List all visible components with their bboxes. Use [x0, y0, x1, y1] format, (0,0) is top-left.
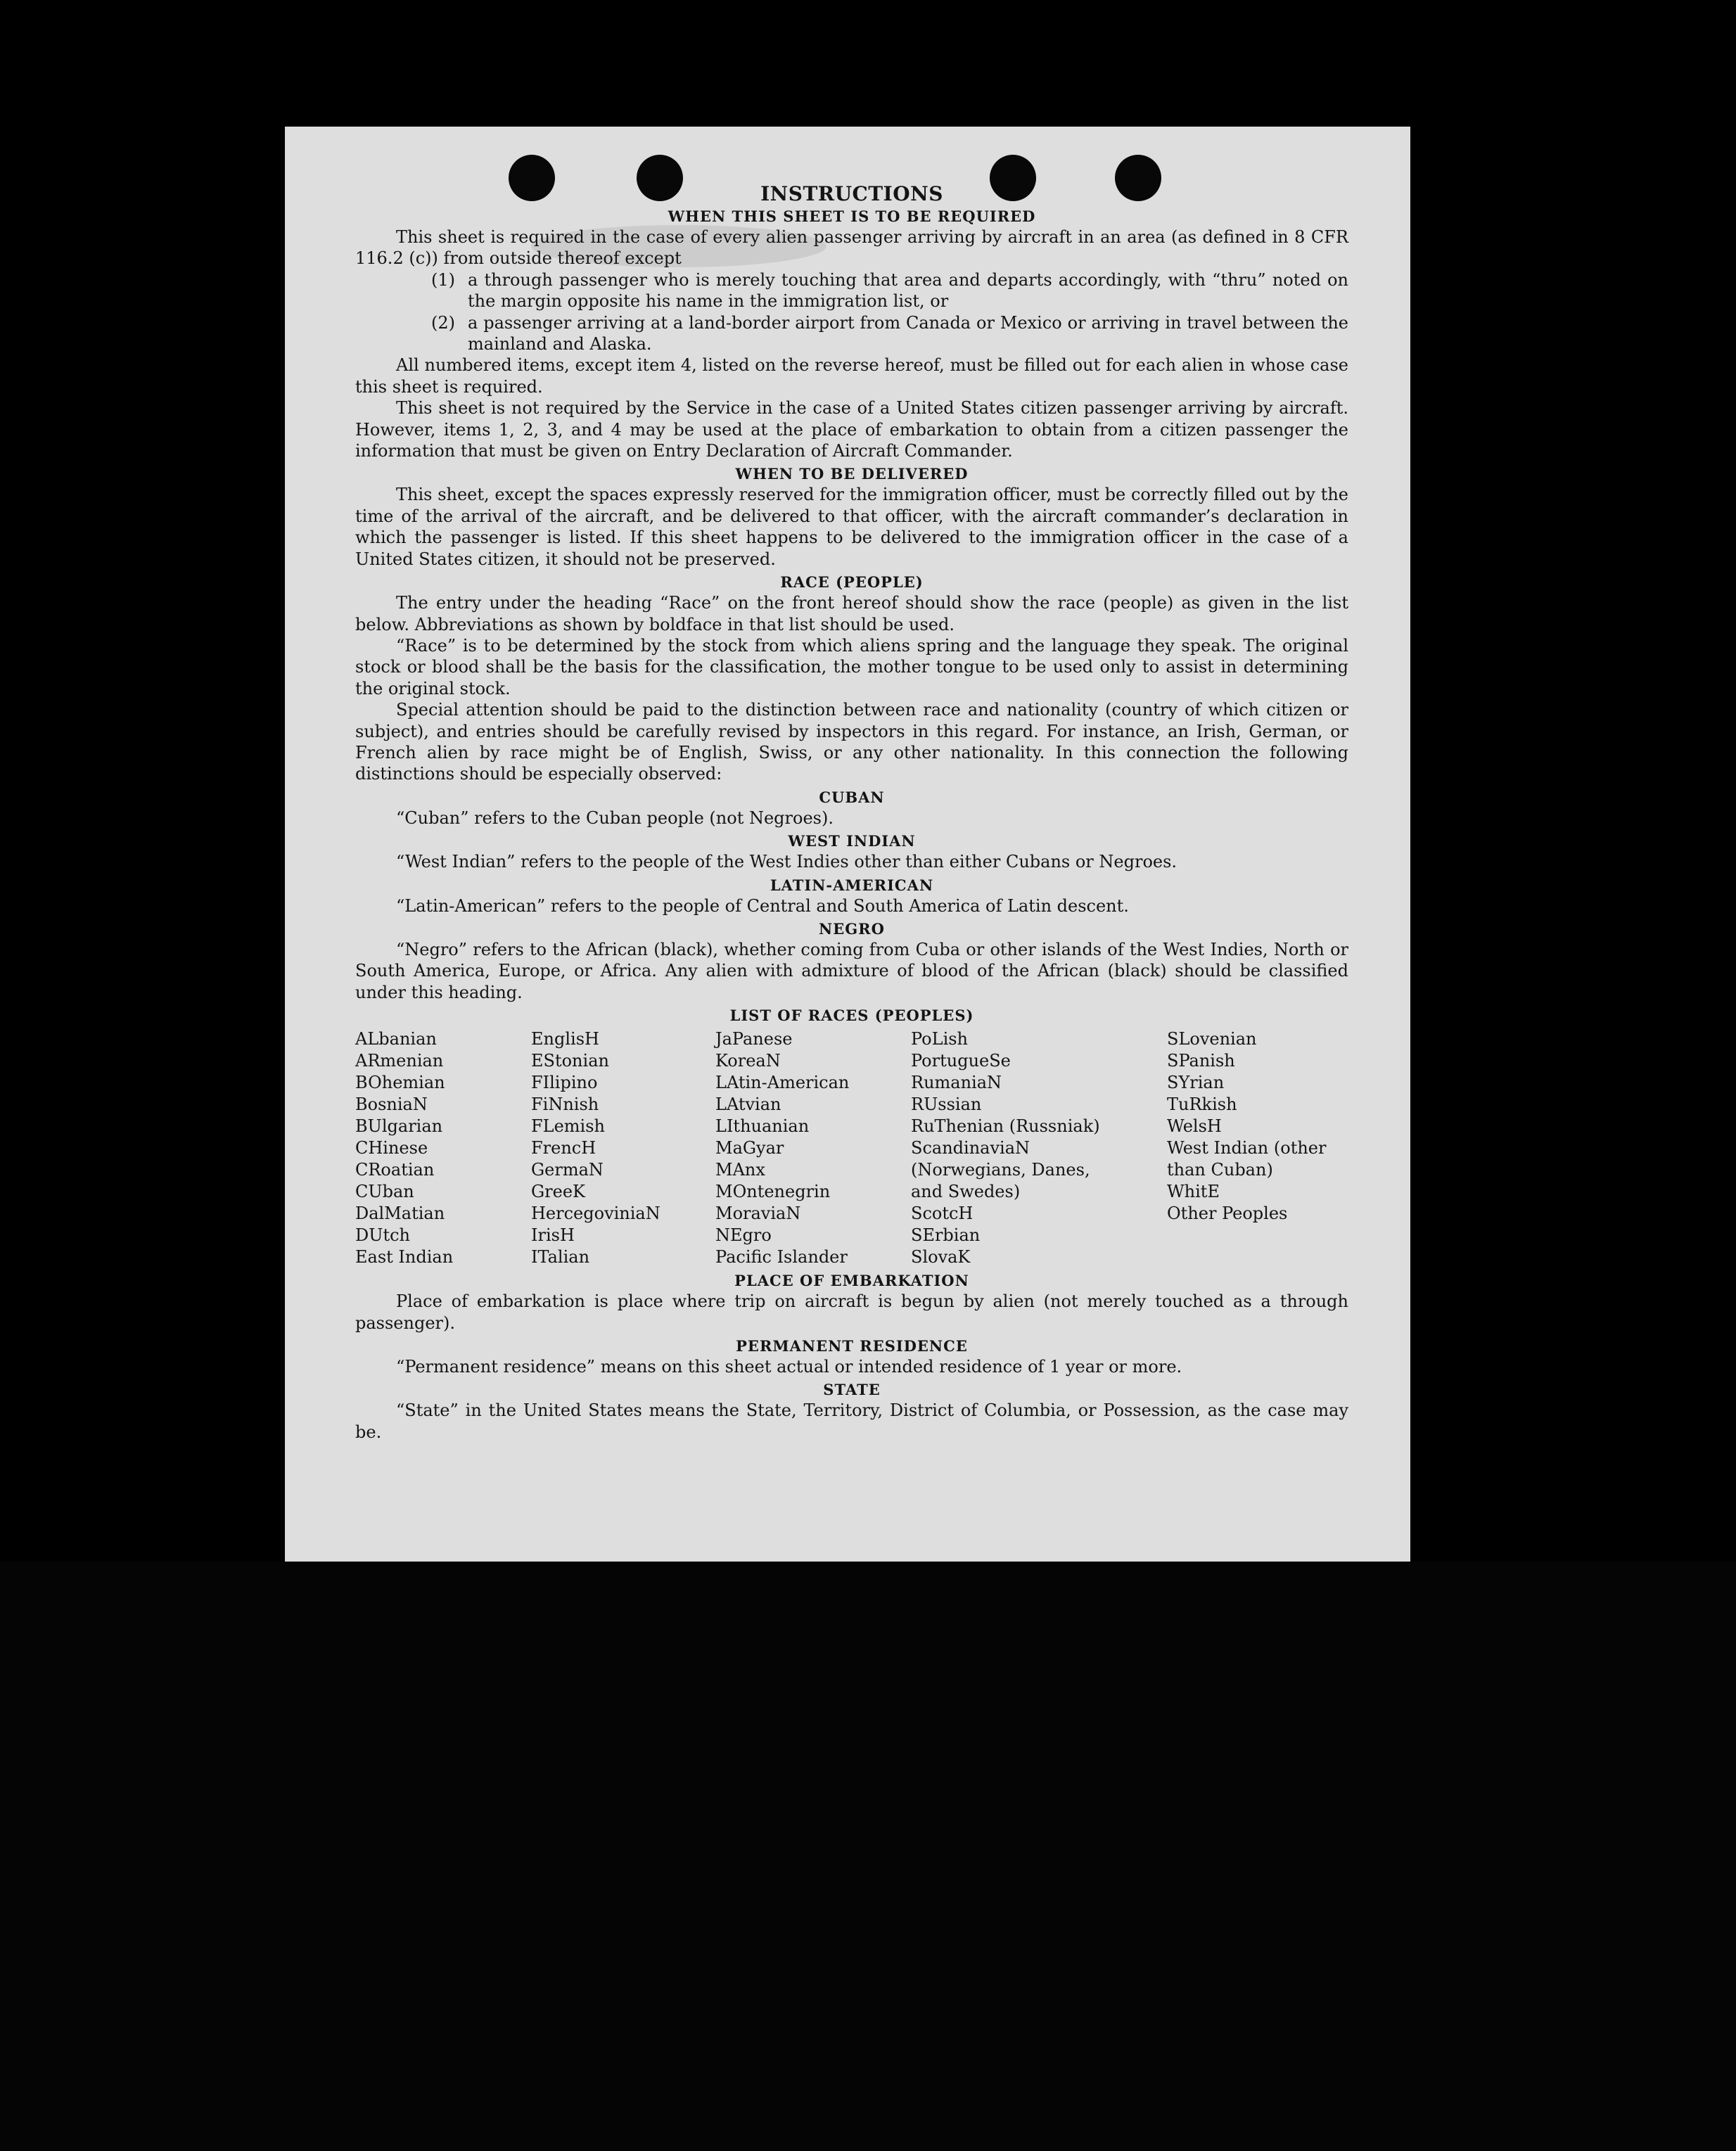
race-entry: MaGyar: [715, 1138, 784, 1159]
race-entry: Pacific Islander: [715, 1247, 848, 1268]
race-entry: BosniaN: [355, 1094, 428, 1115]
race-column-2: [531, 1028, 715, 1268]
race-entry: CHinese: [355, 1138, 428, 1159]
race-entry: WelsH: [1167, 1116, 1222, 1137]
race-entry: RuThenian (Russniak): [911, 1116, 1100, 1137]
when-delivered-text: This sheet, except the spaces expressly reserved for the immigration officer, must be correctly filled out by the time of the arrival of the aircraft, and be delivered to that officer, with the aircraft commander’s declaration in which the passenger is listed. If this sheet happens to be delivered to the immigration officer in the case of a United States citizen, it should not be preserved.: [355, 485, 1348, 569]
race-entry: SYrian: [1167, 1073, 1225, 1093]
race-column-4: [911, 1028, 1167, 1268]
scan-background: [0, 1562, 1736, 2151]
race-entry: DalMatian: [355, 1204, 445, 1224]
heading-embarkation: PLACE OF EMBARKATION: [734, 1272, 969, 1290]
race-entry: RumaniaN: [911, 1073, 1002, 1093]
race-entry: FIlipino: [531, 1073, 598, 1093]
cuban-text: “Cuban” refers to the Cuban people (not Negroes).: [396, 808, 834, 828]
race-entry: SlovaK: [911, 1247, 971, 1268]
race-entry: FrencH: [531, 1138, 596, 1159]
race-entry: ALbanian: [355, 1029, 437, 1049]
race-paragraph-3: Special attention should be paid to the distinction between race and nationality (country of which citizen or subject), and entries should be carefully revised by inspectors in this regard. For instance, an Irish, German, or French alien by race might be of English, Swiss, or any other nationality. In this connection the following distinctions should be especially observed:: [355, 700, 1348, 784]
race-column-1: [355, 1028, 531, 1268]
exception-item-2: [431, 312, 1348, 355]
race-entry: PortugueSe: [911, 1051, 1011, 1071]
when-required-intro: This sheet is required in the case of every alien passenger arriving by aircraft in an area (as defined in 8 CFR 116.2 (c)) from outside thereof except: [355, 227, 1348, 269]
race-entry: SLovenian: [1167, 1029, 1257, 1049]
exception-number: (2): [431, 312, 455, 333]
race-entry: MOntenegrin: [715, 1182, 831, 1202]
heading-cuban: CUBAN: [819, 788, 885, 806]
race-column-5: [1167, 1028, 1348, 1268]
race-list: [355, 1028, 1348, 1268]
race-entry: SPanish: [1167, 1051, 1235, 1071]
heading-state: STATE: [823, 1381, 881, 1399]
heading-residence: PERMANENT RESIDENCE: [736, 1337, 968, 1355]
race-entry: FiNnish: [531, 1094, 599, 1115]
race-entry: BOhemian: [355, 1073, 445, 1093]
race-entry: CUban: [355, 1182, 414, 1202]
race-entry: CRoatian: [355, 1160, 435, 1180]
race-entry: Other Peoples: [1167, 1204, 1288, 1224]
heading-west-indian: WEST INDIAN: [788, 832, 916, 850]
heading-race: RACE (PEOPLE): [780, 573, 924, 592]
exception-number: (1): [431, 269, 455, 290]
race-entry: RUssian: [911, 1094, 982, 1115]
race-entry: EnglisH: [531, 1029, 599, 1049]
exception-text: a passenger arriving at a land-border airport from Canada or Mexico or arriving in travel between the mainland and Alaska.: [468, 312, 1348, 355]
race-entry: West Indian (other than Cuban): [1167, 1138, 1327, 1180]
heading-latin-american: LATIN-AMERICAN: [770, 876, 934, 894]
page-title: INSTRUCTIONS: [760, 182, 943, 205]
west-indian-text: “West Indian” refers to the people of the West Indies other than either Cubans or Negroes.: [396, 852, 1177, 872]
race-entry: ScandinaviaN (Norwegians, Danes, and Swedes): [911, 1138, 1090, 1202]
heading-negro: NEGRO: [819, 919, 885, 938]
race-entry: FLemish: [531, 1116, 605, 1137]
state-text: “State” in the United States means the State, Territory, District of Columbia, or Possession, as the case may be.: [355, 1400, 1348, 1442]
race-entry: ITalian: [531, 1247, 590, 1268]
exception-item-1: [431, 269, 1348, 312]
race-entry: BUlgarian: [355, 1116, 443, 1137]
numbered-items-paragraph: All numbered items, except item 4, listed on the reverse hereof, must be filled out for each alien in whose case this sheet is required.: [355, 355, 1348, 397]
exception-text: a through passenger who is merely touching that area and departs accordingly, with “thru” noted on the margin opposite his name in the immigration list, or: [468, 269, 1348, 312]
latin-american-text: “Latin-American” refers to the people of Central and South America of Latin descent.: [396, 895, 1129, 916]
race-entry: WhitE: [1167, 1182, 1220, 1202]
race-entry: GreeK: [531, 1182, 585, 1202]
race-entry: IrisH: [531, 1225, 575, 1246]
race-entry: GermaN: [531, 1160, 604, 1180]
heading-when-required: WHEN THIS SHEET IS TO BE REQUIRED: [668, 208, 1036, 225]
instructions-content: [355, 181, 1348, 1443]
instruction-sheet: [285, 127, 1410, 1562]
race-entry: ScotcH: [911, 1204, 974, 1224]
heading-list-of-races: LIST OF RACES (PEOPLES): [729, 1007, 974, 1025]
embarkation-text: Place of embarkation is place where trip on aircraft is begun by alien (not merely touched as a through passenger).: [355, 1291, 1348, 1333]
race-entry: EStonian: [531, 1051, 609, 1071]
race-entry: LAtin-American: [715, 1073, 850, 1093]
race-entry: MoraviaN: [715, 1204, 801, 1224]
race-entry: SErbian: [911, 1225, 981, 1246]
race-entry: NEgro: [715, 1225, 772, 1246]
heading-when-delivered: WHEN TO BE DELIVERED: [735, 465, 969, 483]
race-paragraph-1: The entry under the heading “Race” on the front hereof should show the race (people) as given in the list below. Abbreviations as shown by boldface in that list should be used.: [355, 593, 1348, 634]
residence-text: “Permanent residence” means on this sheet actual or intended residence of 1 year or more.: [396, 1357, 1182, 1377]
race-entry: LAtvian: [715, 1094, 781, 1115]
race-entry: TuRkish: [1167, 1094, 1237, 1115]
race-entry: LIthuanian: [715, 1116, 810, 1137]
race-entry: KoreaN: [715, 1051, 781, 1071]
race-entry: DUtch: [355, 1225, 411, 1246]
race-entry: MAnx: [715, 1160, 765, 1180]
race-entry: JaPanese: [715, 1029, 793, 1049]
race-entry: East Indian: [355, 1247, 454, 1268]
race-entry: PoLish: [911, 1029, 969, 1049]
race-paragraph-2: “Race” is to be determined by the stock from which aliens spring and the language they speak. The original stock or blood shall be the basis for the classification, the mother tongue to be used only to assist in determining the original stock.: [355, 635, 1348, 698]
race-entry: HercegoviniaN: [531, 1204, 660, 1224]
race-column-3: [715, 1028, 911, 1268]
citizen-paragraph: This sheet is not required by the Service in the case of a United States citizen passenger arriving by aircraft. However, items 1, 2, 3, and 4 may be used at the place of embarkation to obtain from a citizen passenger the information that must be given on Entry Declaration of Aircraft Commander.: [355, 398, 1348, 461]
negro-text: “Negro” refers to the African (black), whether coming from Cuba or other islands of the West Indies, North or South America, Europe, or Africa. Any alien with admixture of blood of the African (black) should be classified under this heading.: [355, 939, 1348, 1002]
race-entry: ARmenian: [355, 1051, 444, 1071]
